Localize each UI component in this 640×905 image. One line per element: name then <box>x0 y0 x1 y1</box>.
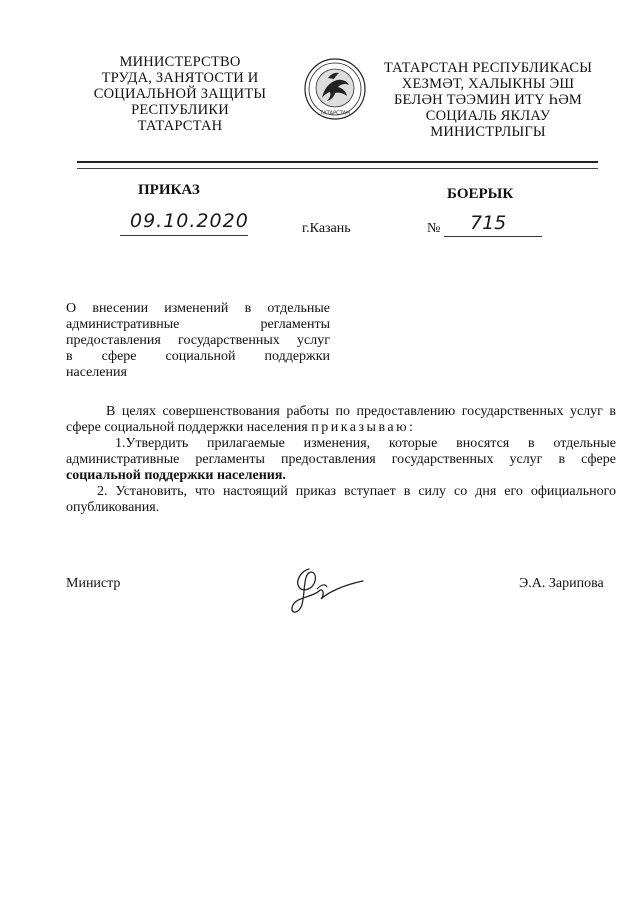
ministry-name-ru-line: ТАТАРСТАН <box>137 118 223 134</box>
ministry-name-tt <box>382 60 594 140</box>
item-1-bold-text: социальной поддержки населения. <box>66 468 286 483</box>
preamble-text: В целях совершенствования работы по предоставлению государственных услуг в сфере социальной поддержки населения <box>66 404 616 435</box>
emblem-caption: ТАТАРСТАН <box>320 110 350 117</box>
header-divider-thin <box>77 168 598 169</box>
ministry-name-ru-line: РЕСПУБЛИКИ <box>131 102 229 118</box>
date-underline <box>120 235 248 236</box>
subject-line: О внесении изменений в отдельные <box>66 301 330 316</box>
ministry-name-ru-line: ТРУДА, ЗАНЯТОСТИ И <box>101 70 259 86</box>
ministry-name-ru <box>82 54 278 134</box>
item-2-text: 2. Установить, что настоящий приказ вступает в силу со дня его официального опубликования. <box>66 484 616 515</box>
signatory-name: Э.А. Зарипова <box>519 576 604 591</box>
signatory-position: Министр <box>66 576 121 591</box>
number-sign: № <box>427 221 441 236</box>
item-1-text: 1.Утвердить прилагаемые изменения, которые вносятся в отдельные административные регламенты предоставления государственных услуг в сфере <box>66 436 616 467</box>
order-subject <box>66 301 330 381</box>
subject-line: административные регламенты <box>66 317 330 332</box>
order-title-ru: ПРИКАЗ <box>138 182 200 198</box>
ministry-name-tt-line: ХЕЗМӘТ, ХАЛЫКНЫ ЭШ <box>401 76 575 92</box>
ministry-name-tt-line: БЕЛӘН ТӘЭМИН ИТҮ ҺӘМ <box>394 92 582 108</box>
ministry-name-tt-line: ТАТАРСТАН РЕСПУБЛИКАСЫ <box>383 60 593 76</box>
handwritten-signature <box>287 561 367 621</box>
order-date: 09.10.2020 <box>130 210 249 232</box>
subject-line: в сфере социальной поддержки <box>66 349 330 364</box>
tatarstan-emblem-icon <box>304 58 366 120</box>
header-divider-thick <box>77 161 598 163</box>
order-number: 715 <box>470 212 507 234</box>
item-1-paragraph <box>66 436 616 484</box>
item-2-paragraph <box>66 484 616 516</box>
order-city: г.Казань <box>302 221 351 236</box>
number-underline <box>444 236 542 237</box>
subject-line: предоставления государственных услуг <box>66 333 330 348</box>
subject-line: населения <box>66 365 127 380</box>
ministry-name-tt-line: МИНИСТРЛЫГЫ <box>430 124 546 140</box>
ministry-name-ru-line: СОЦИАЛЬНОЙ ЗАЩИТЫ <box>93 86 267 102</box>
order-title-tt: БОЕРЫК <box>447 186 514 202</box>
order-body <box>66 404 616 516</box>
ministry-name-tt-line: СОЦИАЛЬ ЯКЛАУ <box>425 108 551 124</box>
ministry-name-ru-line: МИНИСТЕРСТВО <box>119 54 241 70</box>
command-word: приказываю: <box>311 420 416 435</box>
preamble-paragraph <box>66 404 616 436</box>
